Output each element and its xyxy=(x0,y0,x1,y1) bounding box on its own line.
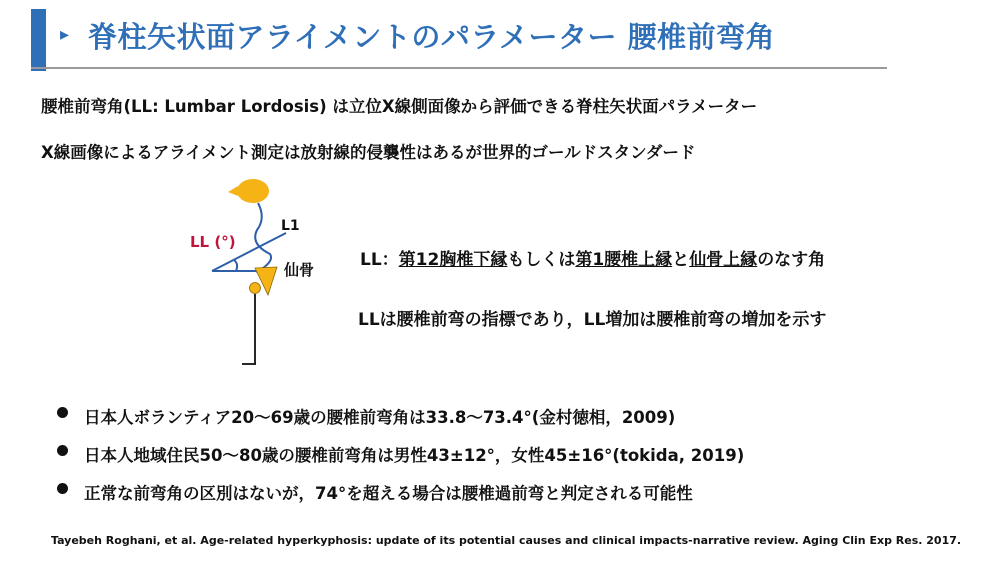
header-arrow-icon: ▸ xyxy=(60,24,70,45)
ll-meaning: LLは腰椎前弯の指標であり，LL増加は腰椎前弯の増加を示す xyxy=(358,310,827,330)
ll-angle-label: LL (°) xyxy=(190,233,236,251)
bullet-list xyxy=(57,404,744,518)
head-beak-icon xyxy=(228,186,238,196)
bullet-dot-icon xyxy=(57,483,68,494)
ll-definition xyxy=(360,245,825,270)
definition-sacral-endplate: 仙骨上縁 xyxy=(689,250,758,270)
spine-curve xyxy=(255,203,271,272)
definition-suffix: のなす角 xyxy=(757,250,826,270)
bullet-text: 正常な前弯角の区別はないが，74°を超える場合は腰椎過前弯と判定される可能性 xyxy=(84,484,693,503)
definition-prefix: LL： xyxy=(360,250,399,270)
list-item xyxy=(57,480,744,518)
list-item xyxy=(57,442,744,480)
definition-l1-upper-endplate: 第1腰椎上縁 xyxy=(575,250,673,270)
citation: Tayebeh Roghani, et al. Age-related hyperkyphosis: update of its potential causes and clinical impacts-narrative review. Aging Clin Exp Res. 2017. xyxy=(51,534,962,547)
bullet-text: 日本人ボランティア20～69歳の腰椎前弯角は33.8～73.4°(金村徳相，2009) xyxy=(84,408,676,427)
definition-connector-and: と xyxy=(672,250,690,270)
list-item xyxy=(57,404,744,442)
bullet-text: 日本人地域住民50～80歳の腰椎前弯角は男性43±12°，女性45±16°(tokida, 2019) xyxy=(84,446,745,465)
intro-line-2: X線画像によるアライメント測定は放射線的侵襲性はあるが世界的ゴールドスタンダード xyxy=(41,143,696,162)
header-divider xyxy=(31,67,887,69)
l1-label: L1 xyxy=(281,218,300,234)
sacrum-label: 仙骨 xyxy=(284,261,315,279)
definition-t12-lower-endplate: 第12胸椎下縁 xyxy=(398,250,508,270)
angle-arc xyxy=(234,260,237,271)
head-icon xyxy=(237,179,269,203)
definition-connector-or: もしくは xyxy=(507,250,576,270)
hip-icon xyxy=(250,283,261,294)
page-title: 脊柱矢状面アライメントのパラメーター 腰椎前弯角 xyxy=(88,20,776,54)
bullet-dot-icon xyxy=(57,445,68,456)
intro-line-1: 腰椎前弯角(LL: Lumbar Lordosis) は立位X線側面像から評価できる脊柱矢状面パラメーター xyxy=(41,97,758,116)
header-accent-bar xyxy=(31,9,46,71)
bullet-dot-icon xyxy=(57,407,68,418)
